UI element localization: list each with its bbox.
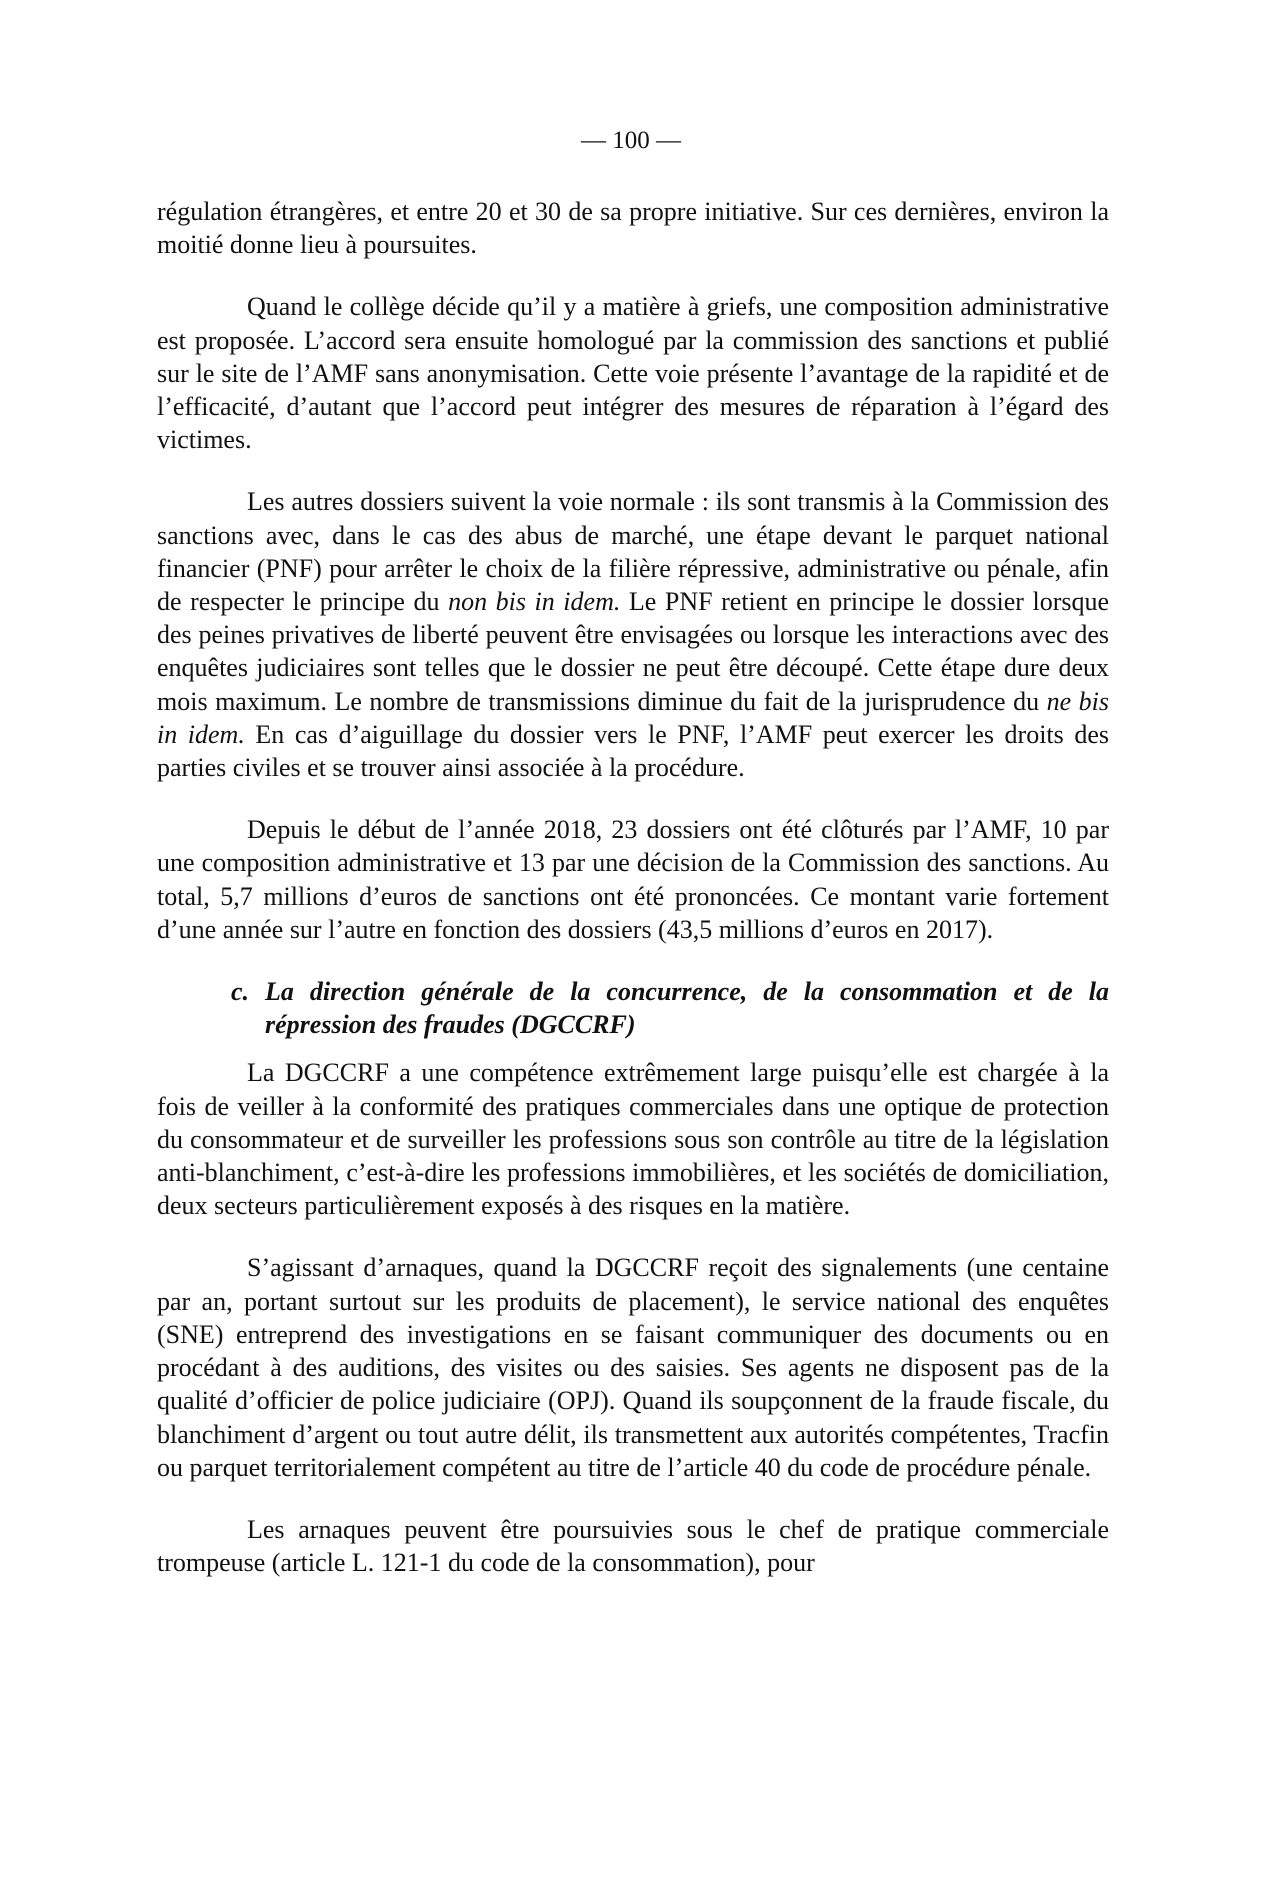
paragraph-3-latin-2: ne bis in idem.: [157, 686, 1109, 749]
paragraph-3-text-c: Le PNF retient en principe le dossier lorsque des peines privatives de liberté peuvent être envisagées ou lorsque les interactions avec des enquêtes judiciaires sont telles que le dossier ne peut être découpé. Cette étape dure deux mois maximum. Le nombre de transmissions diminue du fait de la jurisprudence du: [157, 587, 1110, 716]
paragraph-4: Depuis le début de l’année 2018, 23 dossiers ont été clôturés par l’AMF, 10 par une composition administrative et 13 par une décision de la Commission des sanctions. Au total, 5,7 millions d’euros de sanctions ont été prononcées. Ce montant varie fortement d’une année sur l’autre en fonction des dossiers (43,5 millions d’euros en 2017).: [157, 815, 1109, 944]
paragraph-3: [157, 485, 1109, 784]
paragraph-1: régulation étrangères, et entre 20 et 30 de sa propre initiative. Sur ces dernières, environ la moitié donne lieu à poursuites.: [157, 197, 1109, 260]
paragraph-3-text-a: Les autres dossiers suivent la voie normale : ils sont transmis à la Commission des sanctions avec, dans le cas des abus de marché, une étape devant le parquet national financier (PNF) pour arrêter le choix de la filière répressive, administrative ou pénale, afin de respecter le principe du: [157, 487, 1109, 617]
paragraph-3-text-e: En cas d’aiguillage du dossier vers le PNF, l’AMF peut exercer les droits des parties civiles et se trouver ainsi associée à la procédure.: [157, 719, 1109, 783]
section-heading-c: c. La direction générale de la concurrence, de la consommation et de la répression des fraudes (DGCCRF): [231, 977, 1109, 1040]
paragraph-7: Les arnaques peuvent être poursuivies sous le chef de pratique commerciale trompeuse (article L. 121-1 du code de la consommation), pour: [157, 1514, 1109, 1578]
paragraph-3-latin-1: non bis in idem.: [448, 587, 621, 617]
paragraph-6: S’agissant d’arnaques, quand la DGCCRF reçoit des signalements (une centaine par an, portant surtout sur les produits de placement), le service national des enquêtes (SNE) entreprend des investigations en se faisant communiquer des documents ou en procédant à des auditions, des visites ou des saisies. Ses agents ne disposent pas de la qualité d’officier de police judiciaire (OPJ). Quand ils soupçonnent de la fraude fiscale, du blanchiment d’argent ou tout autre délit, ils transmettent aux autorités compétentes, Tracfin ou parquet territorialement compétent au titre de l’article 40 du code de procédure pénale.: [157, 1253, 1109, 1482]
page-number: — 100 —: [581, 127, 681, 154]
document-body: [157, 195, 1109, 1608]
paragraph-5: La DGCCRF a une compétence extrêmement large puisqu’elle est chargée à la fois de veiller à la conformité des pratiques commerciales dans une optique de protection du consommateur et de surveiller les professions sous son contrôle au titre de la législation anti-blanchiment, c’est-à-dire les professions immobilières, et les sociétés de domiciliation, deux secteurs particulièrement exposés à des risques en la matière.: [157, 1058, 1109, 1221]
paragraph-2: Quand le collège décide qu’il y a matière à griefs, une composition administrative est proposée. L’accord sera ensuite homologué par la commission des sanctions et publié sur le site de l’AMF sans anonymisation. Cette voie présente l’avantage de la rapidité et de l’efficacité, d’autant que l’accord peut intégrer des mesures de réparation à l’égard des victimes.: [157, 292, 1109, 455]
